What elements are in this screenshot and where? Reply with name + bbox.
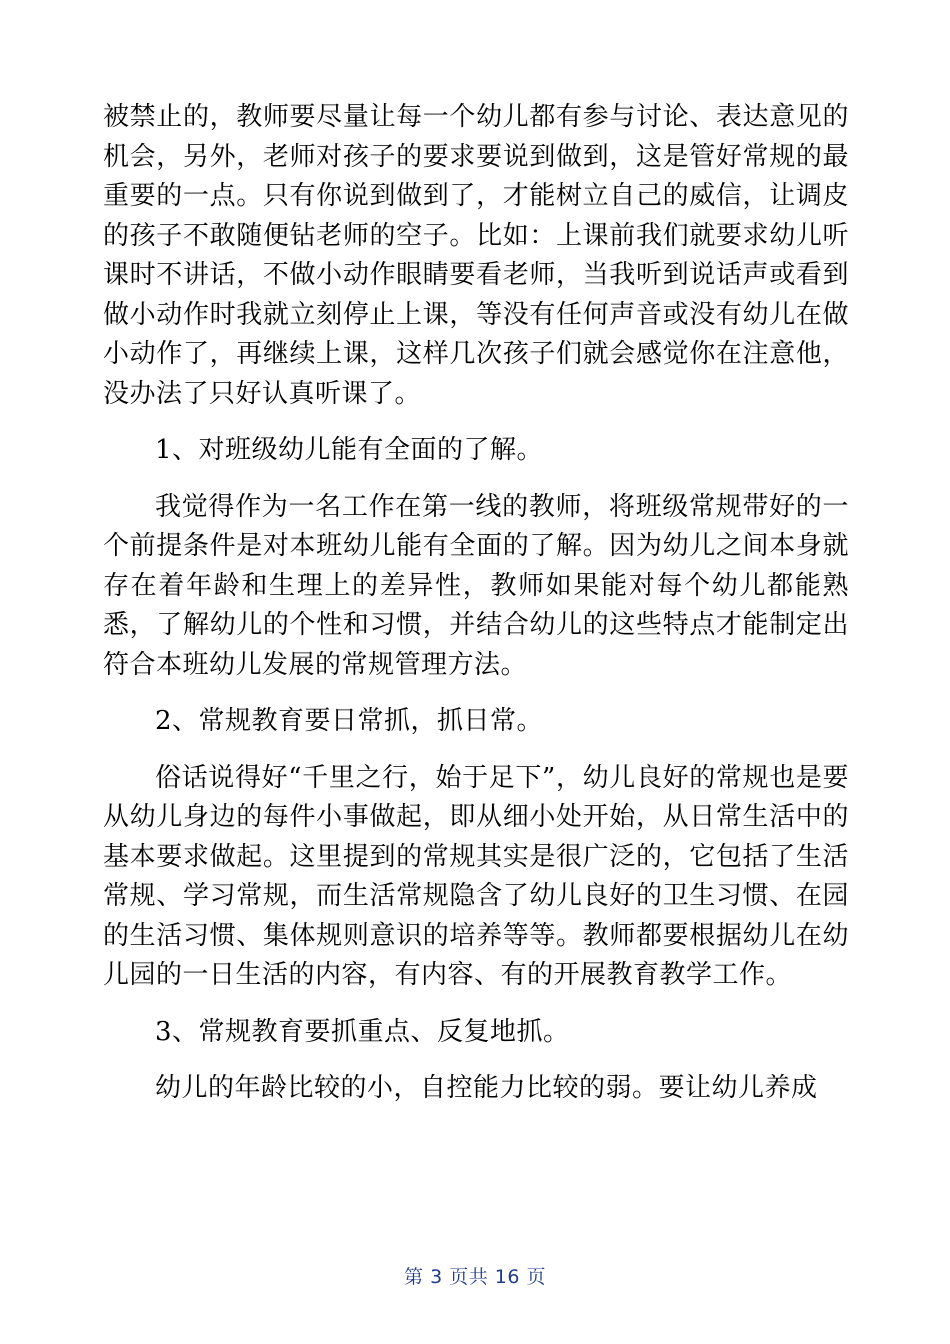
section-heading-3: 3、常规教育要抓重点、反复地抓。 <box>155 1016 570 1047</box>
paragraph-continuation: 被禁止的，教师要尽量让每一个幼儿都有参与讨论、表达意见的机会，另外，老师对孩子的要求要说到做到，这是管好常规的最重要的一点。只有你说到做到了，才能树立自己的威信，让调皮的孩子不敢随便钻老师的空子。比如：上课前我们就要求幼儿听课时不讲话，不做小动作眼睛要看老师，当我听到说话声或看到做小动作时我就立刻停止上课，等没有任何声音或没有幼儿在做小动作了，再继续上课，这样几次孩子们就会感觉你在注意他，没办法了只好认真听课了。 <box>103 102 849 409</box>
paragraph-section-3: 幼儿的年龄比较的小，自控能力比较的弱。要让幼儿养成 <box>155 1073 818 1103</box>
paragraph-section-2: 俗话说得好“千里之行，始于足下”，幼儿良好的常规也是要从幼儿身边的每件小事做起，即从细小处开始，从日常生活中的基本要求做起。这里提到的常规其实是很广泛的，它包括了生活常规、学习常规，而生活常规隐含了幼儿良好的卫生习惯、在园的生活习惯、集体规则意识的培养等等。教师都要根据幼儿在幼儿园的一日生活的内容，有内容、有的开展教育教学工作。 <box>103 762 849 990</box>
page-number-footer: 第 3 页共 16 页 <box>404 1266 546 1288</box>
paragraph-section-1: 我觉得作为一名工作在第一线的教师，将班级常规带好的一个前提条件是对本班幼儿能有全面的了解。因为幼儿之间本身就存在着年龄和生理上的差异性，教师如果能对每个幼儿都能熟悉，了解幼儿的个性和习惯，并结合幼儿的这些特点才能制定出符合本班幼儿发展的常规管理方法。 <box>103 491 849 680</box>
section-heading-1: 1、对班级幼儿能有全面的了解。 <box>155 435 544 465</box>
document-body <box>103 98 849 1109</box>
section-heading-2: 2、常规教育要日常抓，抓日常。 <box>155 706 544 736</box>
